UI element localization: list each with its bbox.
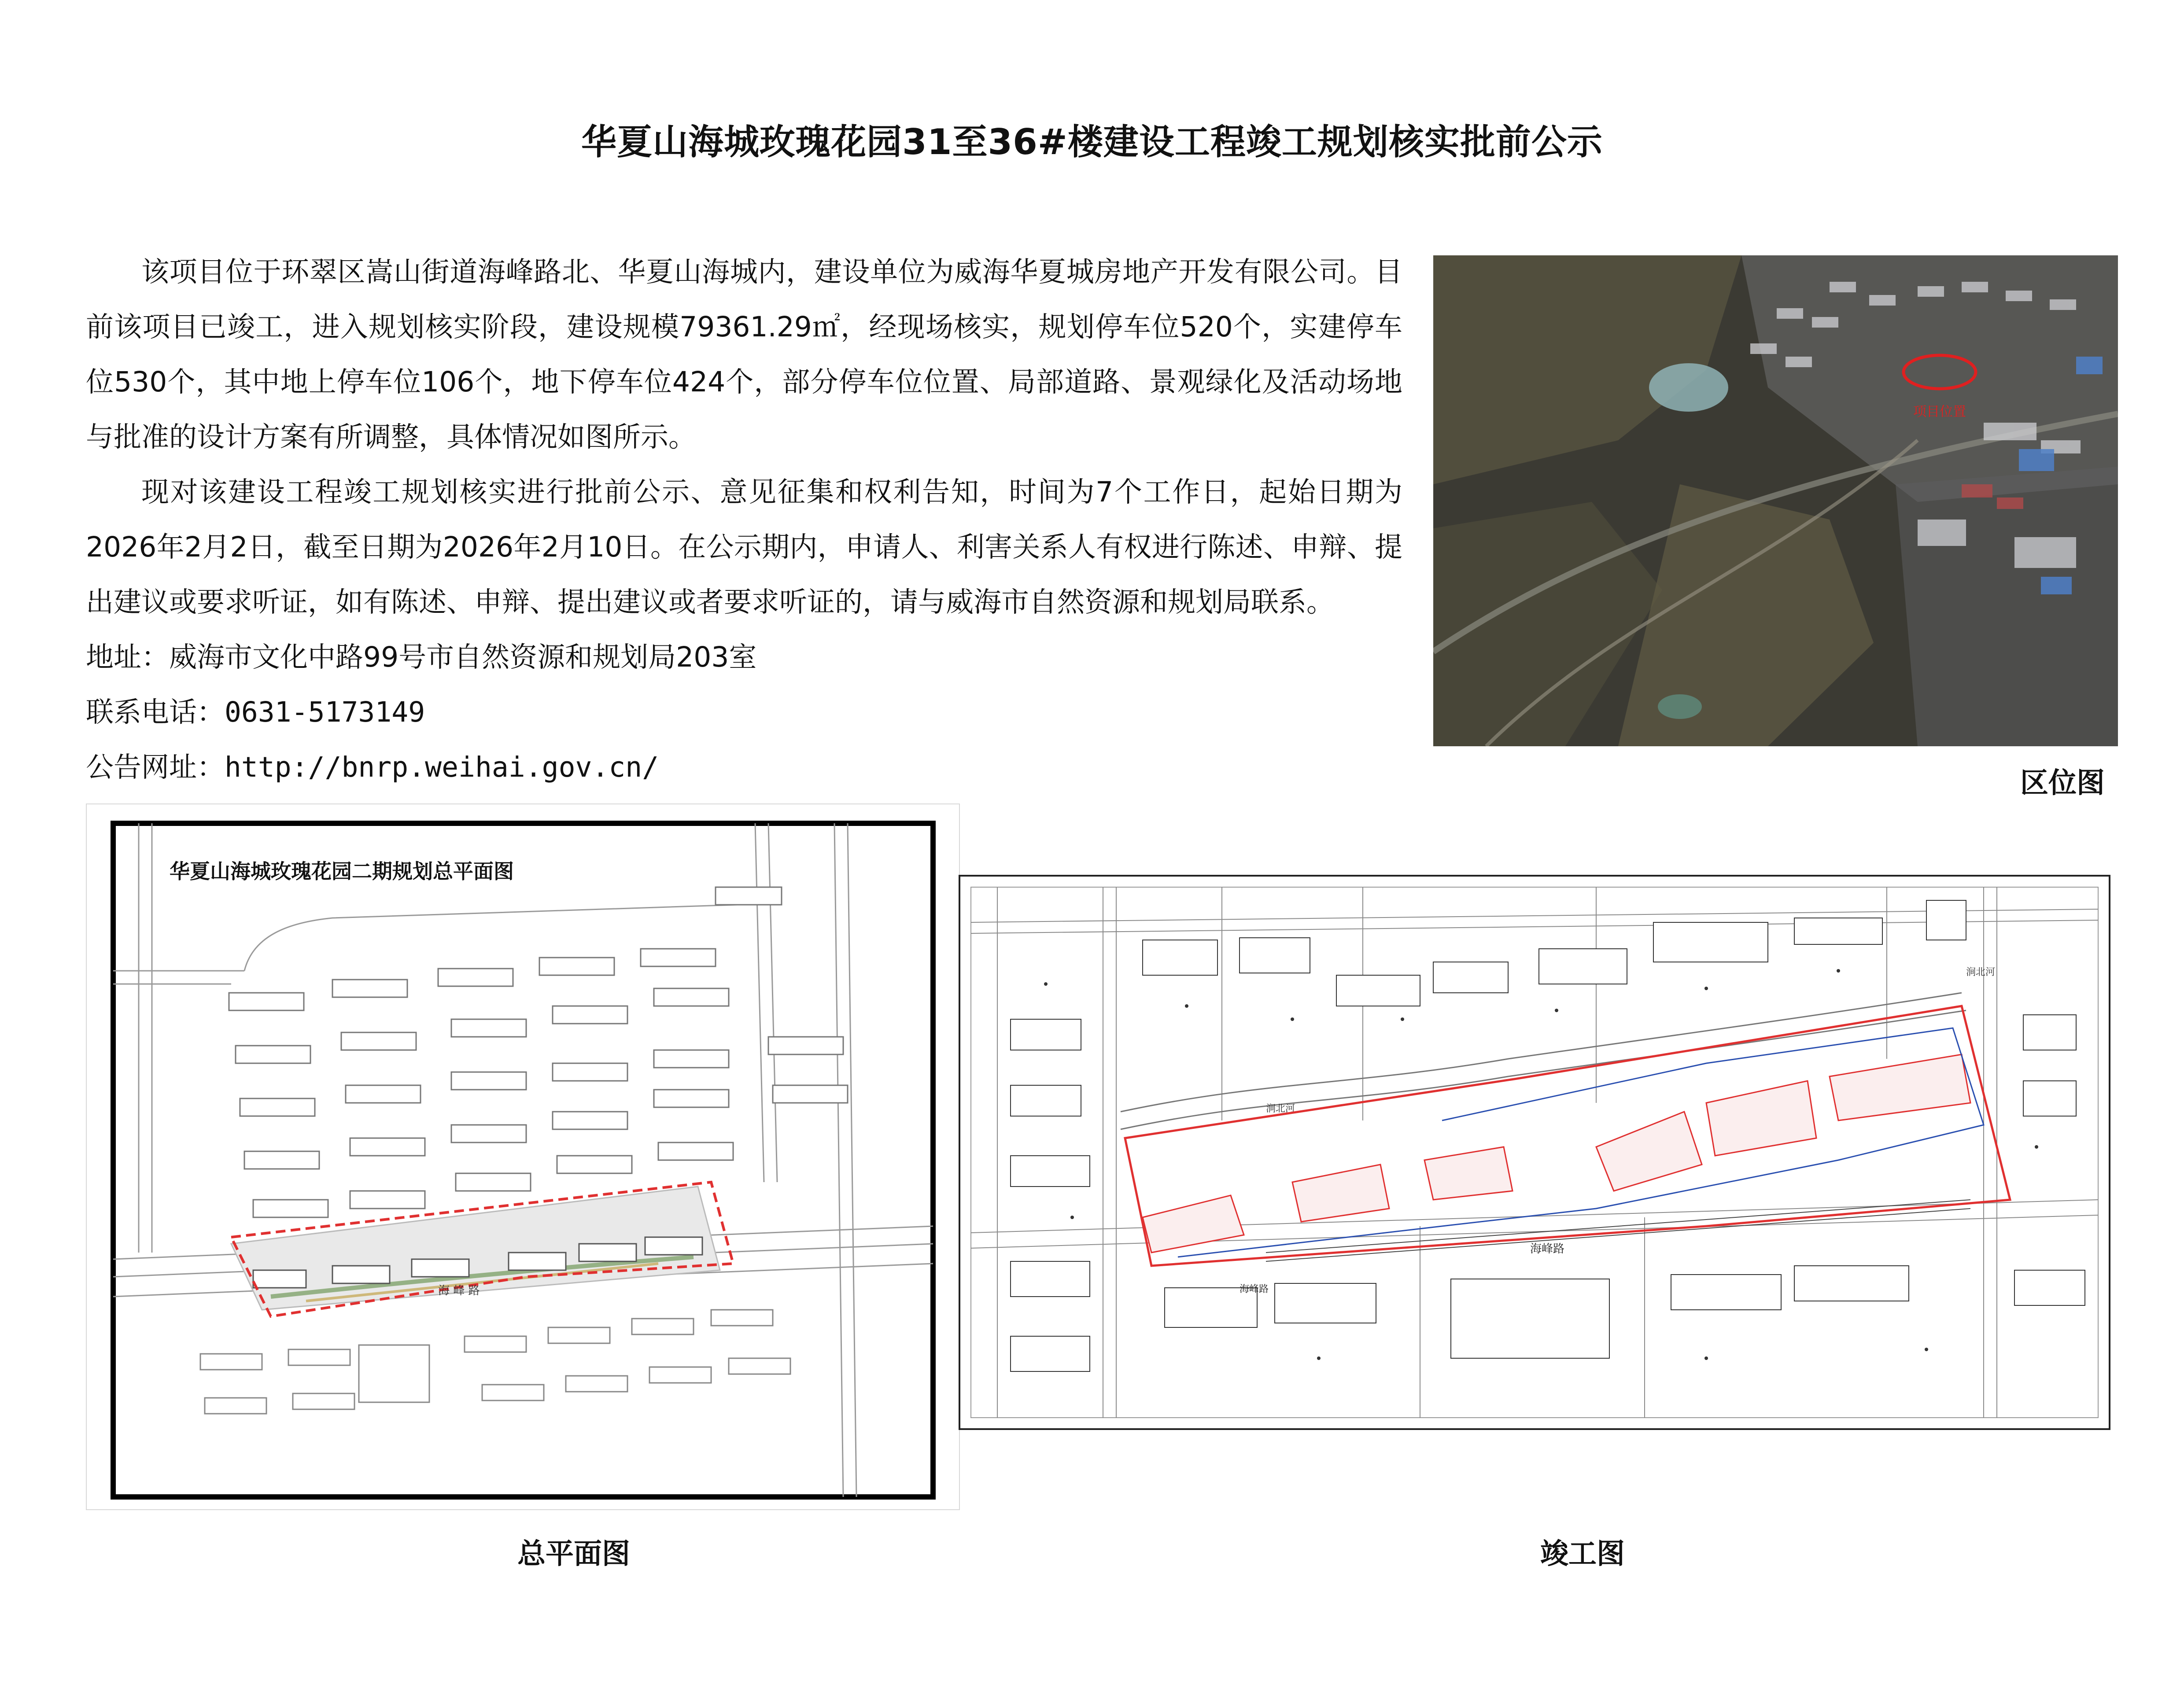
location-map [1433,255,2118,746]
completion-river-label: 涧北河 [1266,1103,1295,1114]
website-line [86,740,1402,795]
completion-drawing [958,874,2111,1431]
site-plan-drawing-title: 华夏山海城玫瑰花园二期规划总平面图 [170,859,514,883]
site-plan-drawing [86,803,960,1510]
completion-plan [958,874,2111,1431]
site-plan [86,803,960,1510]
completion-road-label-south: 海峰路 [1240,1284,1269,1295]
phone-value: 0631-5173149 [225,696,425,728]
notice-paragraph-2: 现对该建设工程竣工规划核实进行批前公示、意见征集和权利告知，时间为7个工作日，起始日期为2026年2月2日，截至日期为2026年2月10日。在公示期内，申请人、利害关系人有权进行陈述、申辩、提出建议或要求听证，如有陈述、申辩、提出建议或者要求听证的，请与威海市自然资源和规划局联系。 [86,476,1402,618]
website-label: 公告网址： [86,751,225,783]
completion-road-label: 海峰路 [1530,1242,1565,1256]
aerial-image [1433,255,2118,746]
address-value: 威海市文化中路99号市自然资源和规划局203室 [169,641,757,673]
phone-line [86,685,1402,740]
site-plan-caption: 总平面图 [517,1538,630,1570]
page-title: 华夏山海城玫瑰花园31至36#楼建设工程竣工规划核实批前公示 [581,122,1603,162]
address-label: 地址： [86,641,169,673]
site-plan-road-label: 海 峰 路 [438,1284,480,1297]
website-link[interactable]: http://bnrp.weihai.gov.cn/ [225,751,659,783]
location-marker-label: 项目位置 [1913,404,1966,420]
notice-paragraph-1: 该项目位于环翠区嵩山街道海峰路北、华夏山海城内，建设单位为威海华夏城房地产开发有限公司。目前该项目已竣工，进入规划核实阶段，建设规模79361.29㎡，经现场核实，规划停车位520个，实建停车位530个，其中地上停车位106个，地下停车位424个，部分停车位位置、局部道路、景观绿化及活动场地与批准的设计方案有所调整，具体情况如图所示。 [86,256,1402,453]
location-map-caption: 区位图 [2020,767,2105,800]
notice-body [86,244,1402,795]
phone-label: 联系电话： [86,696,225,728]
address-line [86,630,1402,685]
completion-plan-caption: 竣工图 [1540,1538,1625,1570]
completion-north-label: 涧北河 [1966,967,1996,978]
